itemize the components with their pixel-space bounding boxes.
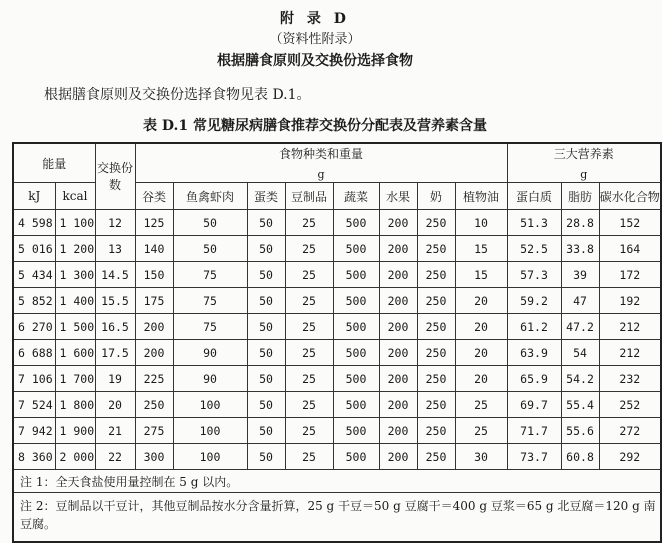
header-nutrients [507, 143, 661, 183]
table-cell: 164 [599, 236, 661, 262]
header-col: 蛋类 [247, 183, 285, 210]
table-cell: 1 300 [55, 262, 95, 288]
table-cell: 20 [455, 340, 507, 366]
table-cell: 15 [455, 262, 507, 288]
table-cell: 4 598 [13, 210, 55, 236]
table-cell: 200 [135, 340, 173, 366]
table-cell: 225 [135, 366, 173, 392]
table-cell: 7 524 [13, 392, 55, 418]
table-cell: 47 [561, 288, 599, 314]
table-cell: 200 [379, 210, 417, 236]
table-cell: 25 [285, 262, 333, 288]
table-cell: 25 [285, 236, 333, 262]
header-col: 蛋白质 [507, 183, 561, 210]
table-cell: 500 [333, 418, 379, 444]
header-kcal: kcal [55, 183, 95, 210]
header-col: 植物油 [455, 183, 507, 210]
table-row [13, 236, 661, 262]
table-cell: 10 [455, 210, 507, 236]
table-cell: 250 [417, 340, 455, 366]
table-cell: 25 [285, 210, 333, 236]
table-cell: 21 [95, 418, 135, 444]
table-cell: 200 [135, 314, 173, 340]
table-cell: 125 [135, 210, 173, 236]
table-cell: 15.5 [95, 288, 135, 314]
table-cell: 1 800 [55, 392, 95, 418]
table-cell: 6 688 [13, 340, 55, 366]
table-cell: 25 [285, 340, 333, 366]
table-cell: 200 [379, 288, 417, 314]
table-cell: 200 [379, 236, 417, 262]
table-cell: 250 [417, 418, 455, 444]
table-cell: 292 [599, 444, 661, 470]
table-cell: 275 [135, 418, 173, 444]
table-cell: 250 [417, 366, 455, 392]
table-cell: 50 [247, 418, 285, 444]
table-cell: 54 [561, 340, 599, 366]
table-cell: 22 [95, 444, 135, 470]
table-cell: 192 [599, 288, 661, 314]
header-energy: 能量 [13, 143, 95, 183]
table-row [13, 262, 661, 288]
table-cell: 25 [285, 418, 333, 444]
table-cell: 500 [333, 366, 379, 392]
table-cell: 250 [417, 392, 455, 418]
table-cell: 8 360 [13, 444, 55, 470]
table-cell: 200 [379, 444, 417, 470]
header-nutrient-unit: g [580, 168, 588, 181]
table-cell: 54.2 [561, 366, 599, 392]
header-col: 谷类 [135, 183, 173, 210]
table-cell: 500 [333, 210, 379, 236]
table-cell: 7 942 [13, 418, 55, 444]
table-cell: 17.5 [95, 340, 135, 366]
table-cell: 252 [599, 392, 661, 418]
table-cell: 55.6 [561, 418, 599, 444]
table-cell: 25 [285, 288, 333, 314]
table-cell: 25 [285, 392, 333, 418]
table-cell: 73.7 [507, 444, 561, 470]
header-food-group [135, 143, 507, 183]
table-cell: 2 000 [55, 444, 95, 470]
table-cell: 1 500 [55, 314, 95, 340]
table-row [13, 444, 661, 470]
table-cell: 5 016 [13, 236, 55, 262]
table-cell: 65.9 [507, 366, 561, 392]
table-cell: 212 [599, 340, 661, 366]
table-cell: 28.8 [561, 210, 599, 236]
table-cell: 100 [173, 418, 247, 444]
table-cell: 7 106 [13, 366, 55, 392]
header-col: 鱼禽虾肉 [173, 183, 247, 210]
table-cell: 50 [247, 366, 285, 392]
table-cell: 250 [135, 392, 173, 418]
table-cell: 1 600 [55, 340, 95, 366]
table-cell: 12 [95, 210, 135, 236]
header-col: 豆制品 [285, 183, 333, 210]
table-row [13, 340, 661, 366]
table-cell: 1 100 [55, 210, 95, 236]
table-cell: 19 [95, 366, 135, 392]
table-cell: 5 852 [13, 288, 55, 314]
table-cell: 14.5 [95, 262, 135, 288]
table-cell: 30 [455, 444, 507, 470]
table-cell: 63.9 [507, 340, 561, 366]
table-cell: 232 [599, 366, 661, 392]
table-cell: 152 [599, 210, 661, 236]
table-cell: 50 [247, 236, 285, 262]
table-cell: 200 [379, 340, 417, 366]
table-cell: 57.3 [507, 262, 561, 288]
table-cell: 50 [247, 314, 285, 340]
table-cell: 75 [173, 262, 247, 288]
table-cell: 300 [135, 444, 173, 470]
table-cell: 50 [247, 288, 285, 314]
header-kj: kJ [13, 183, 55, 210]
table-cell: 90 [173, 366, 247, 392]
table-cell: 250 [417, 262, 455, 288]
table-cell: 200 [379, 418, 417, 444]
table-cell: 150 [135, 262, 173, 288]
table-cell: 200 [379, 314, 417, 340]
table-cell: 50 [247, 392, 285, 418]
table-cell: 500 [333, 444, 379, 470]
table-cell: 75 [173, 314, 247, 340]
header-nutrients-label: 三大营养素 [553, 147, 614, 161]
header-col: 碳水化合物 [599, 183, 661, 210]
header-col: 奶 [417, 183, 455, 210]
table-cell: 16.5 [95, 314, 135, 340]
table-cell: 13 [95, 236, 135, 262]
table-cell: 140 [135, 236, 173, 262]
table-cell: 500 [333, 288, 379, 314]
appendix-title: 附 录 D [280, 11, 350, 27]
table-cell: 250 [417, 210, 455, 236]
table-cell: 47.2 [561, 314, 599, 340]
table-row [13, 314, 661, 340]
table-cell: 1 700 [55, 366, 95, 392]
table-row [13, 210, 661, 236]
table-title: 表 D.1 常见糖尿病膳食推荐交换份分配表及营养素含量 [142, 118, 487, 134]
header-col: 水果 [379, 183, 417, 210]
table-cell: 15 [455, 236, 507, 262]
table-cell: 172 [599, 262, 661, 288]
table-cell: 5 434 [13, 262, 55, 288]
table-cell: 1 400 [55, 288, 95, 314]
header-col: 蔬菜 [333, 183, 379, 210]
table-cell: 20 [455, 366, 507, 392]
table-cell: 33.8 [561, 236, 599, 262]
table-note: 注 2：豆制品以干豆计，其他豆制品按水分含量折算，25 g 干豆＝50 g 豆腐干＝400 g 豆浆＝65 g 北豆腐＝120 g 南豆腐。 [13, 493, 661, 543]
table-cell: 50 [173, 210, 247, 236]
table-cell: 75 [173, 288, 247, 314]
appendix-note: （资料性附录） [269, 32, 361, 47]
table-cell: 51.3 [507, 210, 561, 236]
table-cell: 212 [599, 314, 661, 340]
table-cell: 175 [135, 288, 173, 314]
table-cell: 59.2 [507, 288, 561, 314]
table-cell: 500 [333, 392, 379, 418]
table-cell: 250 [417, 288, 455, 314]
header-food-unit: g [317, 168, 325, 181]
table-cell: 500 [333, 340, 379, 366]
table-cell: 25 [285, 444, 333, 470]
table-cell: 200 [379, 262, 417, 288]
table-row [13, 418, 661, 444]
intro-paragraph: 根据膳食原则及交换份选择食物见表 D.1。 [44, 87, 311, 103]
table-cell: 52.5 [507, 236, 561, 262]
table-cell: 250 [417, 314, 455, 340]
table-cell: 20 [95, 392, 135, 418]
table-cell: 71.7 [507, 418, 561, 444]
header-col: 脂肪 [561, 183, 599, 210]
table-cell: 39 [561, 262, 599, 288]
table-cell: 272 [599, 418, 661, 444]
table-cell: 50 [247, 444, 285, 470]
table-row [13, 366, 661, 392]
table-cell: 1 200 [55, 236, 95, 262]
table-cell: 250 [417, 236, 455, 262]
table-cell: 25 [285, 314, 333, 340]
table-cell: 20 [455, 288, 507, 314]
table-cell: 20 [455, 314, 507, 340]
table-cell: 250 [417, 444, 455, 470]
header-exchange: 交换份数 [95, 143, 135, 210]
table-cell: 25 [455, 418, 507, 444]
table-cell: 61.2 [507, 314, 561, 340]
table-cell: 200 [379, 366, 417, 392]
table-cell: 500 [333, 314, 379, 340]
table-cell: 69.7 [507, 392, 561, 418]
table-cell: 100 [173, 444, 247, 470]
table-row [13, 288, 661, 314]
table-cell: 100 [173, 392, 247, 418]
table-cell: 50 [173, 236, 247, 262]
table-cell: 6 270 [13, 314, 55, 340]
table-cell: 55.4 [561, 392, 599, 418]
table-cell: 25 [455, 392, 507, 418]
table-cell: 1 900 [55, 418, 95, 444]
table-note: 注 1：全天食盐使用量控制在 5 g 以内。 [13, 470, 661, 493]
table-cell: 50 [247, 210, 285, 236]
table-cell: 500 [333, 262, 379, 288]
table-cell: 50 [247, 262, 285, 288]
table-cell: 60.8 [561, 444, 599, 470]
table-cell: 50 [247, 340, 285, 366]
table-cell: 500 [333, 236, 379, 262]
table-cell: 200 [379, 392, 417, 418]
header-food-group-label: 食物种类和重量 [279, 147, 364, 161]
table-row [13, 392, 661, 418]
exchange-table [12, 142, 662, 543]
appendix-heading: 根据膳食原则及交换份选择食物 [217, 53, 413, 69]
table-cell: 25 [285, 366, 333, 392]
table-cell: 90 [173, 340, 247, 366]
